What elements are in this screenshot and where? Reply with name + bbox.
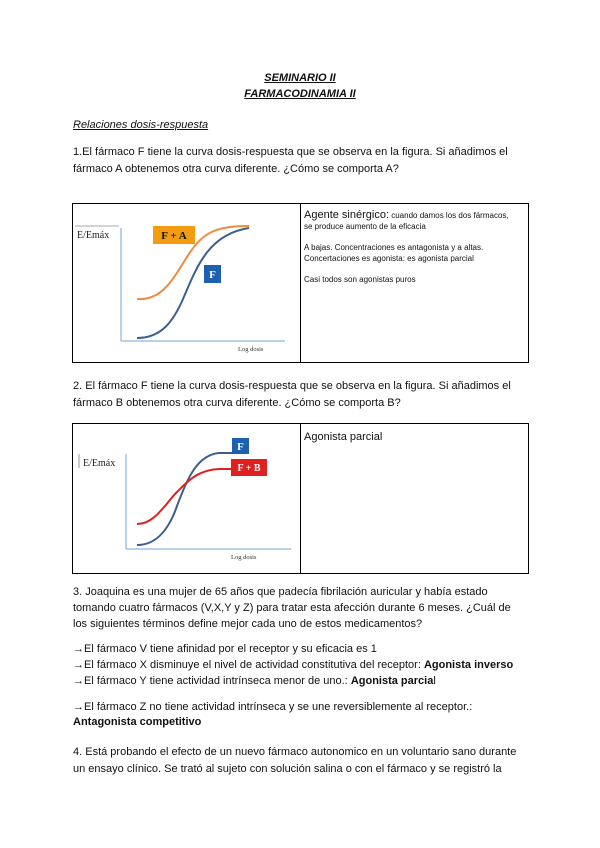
q3-item-x: [73, 657, 513, 674]
q1-answer-line2: se produce aumento de la eficacia: [304, 222, 426, 231]
q2-label-fb: F + B: [237, 463, 261, 474]
q2-xlabel: Log dosis: [231, 554, 257, 561]
q2-label-f: F: [237, 441, 244, 453]
q1-table: [72, 203, 529, 363]
q1-answer-head: Agente sinérgico:: [304, 209, 389, 221]
q3-line2: tomando cuatro fármacos (V,X,Y y Z) para tratar esta afección durante 6 meses. ¿Cuál de: [73, 602, 511, 614]
q2-ylabel: E/Emáx: [83, 458, 116, 469]
q1-answer-head-rest: cuando damos los dos fármacos,: [389, 211, 509, 220]
q3-item-y-text: →El fármaco Y tiene actividad intrínseca menor de uno.:: [73, 675, 351, 687]
q3-item-x-answer: Agonista inverso: [423, 659, 514, 671]
q4-line2: un ensayo clínico. Se trató al sujeto con solución salina o con el fármaco y se registró la: [73, 763, 502, 775]
q4-line1: 4. Está probando el efecto de un nuevo fármaco autonomico en un voluntario sano durante: [73, 746, 517, 758]
q2-curve-fb: [137, 469, 233, 524]
q3-item-x-text: →El fármaco X disminuye el nivel de actividad constitutiva del receptor:: [73, 659, 424, 671]
q3-item-y-tail: l: [433, 675, 436, 687]
q2-figure: [73, 424, 300, 573]
q3-item-z-answer: Antagonista competitivo: [73, 716, 202, 728]
q1-answer-line5: Casi todos son agonistas puros: [304, 275, 416, 284]
q1-line1: 1.El fármaco F tiene la curva dosis-respuesta que se observa en la figura. Si añadimos el: [73, 146, 508, 158]
q3-line3: los siguientes términos define mejor cada uno de estos medicamentos?: [73, 618, 423, 630]
q1-ylabel: E/Emáx: [77, 230, 110, 241]
section-heading: Relaciones dosis-respuesta: [73, 119, 209, 131]
q1-label-f: F: [209, 269, 216, 281]
q2-line1: 2. El fármaco F tiene la curva dosis-respuesta que se observa en la figura. Si añadimos el: [73, 380, 511, 392]
q1-answer-line3: A bajas. Concentraciones es antagonista y a altas.: [304, 243, 484, 252]
q3-item-z: →El fármaco Z no tiene actividad intrínseca y se une reversiblemente al receptor.:: [73, 701, 473, 713]
q3-item-v: →El fármaco V tiene afinidad por el receptor y su eficacia es 1: [73, 643, 377, 655]
page-title-line1: SEMINARIO II: [264, 72, 336, 84]
q1-answer: [304, 209, 526, 285]
q1-table-divider: [300, 204, 301, 362]
q2-table-divider: [300, 424, 301, 573]
q2-table: [72, 423, 529, 574]
q1-answer-line1: [304, 209, 526, 221]
q2-line2: fármaco B obtenemos otra curva diferente. ¿Cómo se comporta B?: [73, 397, 401, 409]
q1-curve-f: [137, 228, 249, 338]
q2-answer: Agonista parcial: [304, 431, 383, 443]
q1-label-fa: F + A: [161, 230, 187, 242]
q1-line2: fármaco A obtenemos otra curva diferente. ¿Cómo se comporta A?: [73, 163, 399, 175]
q3-item-y-answer: Agonista parcia: [350, 675, 434, 687]
q1-xlabel: Log dosis: [238, 346, 264, 353]
q3-item-y: [73, 673, 436, 690]
q2-curve-f: [137, 453, 233, 545]
q1-figure: [73, 204, 300, 362]
q1-answer-line4: Concertaciones es agonista: es agonista parcial: [304, 254, 474, 263]
q3-line1: 3. Joaquina es una mujer de 65 años que padecía fibrilación auricular y había estado: [73, 586, 488, 598]
page-title-line2: FARMACODINAMIA II: [244, 88, 356, 100]
